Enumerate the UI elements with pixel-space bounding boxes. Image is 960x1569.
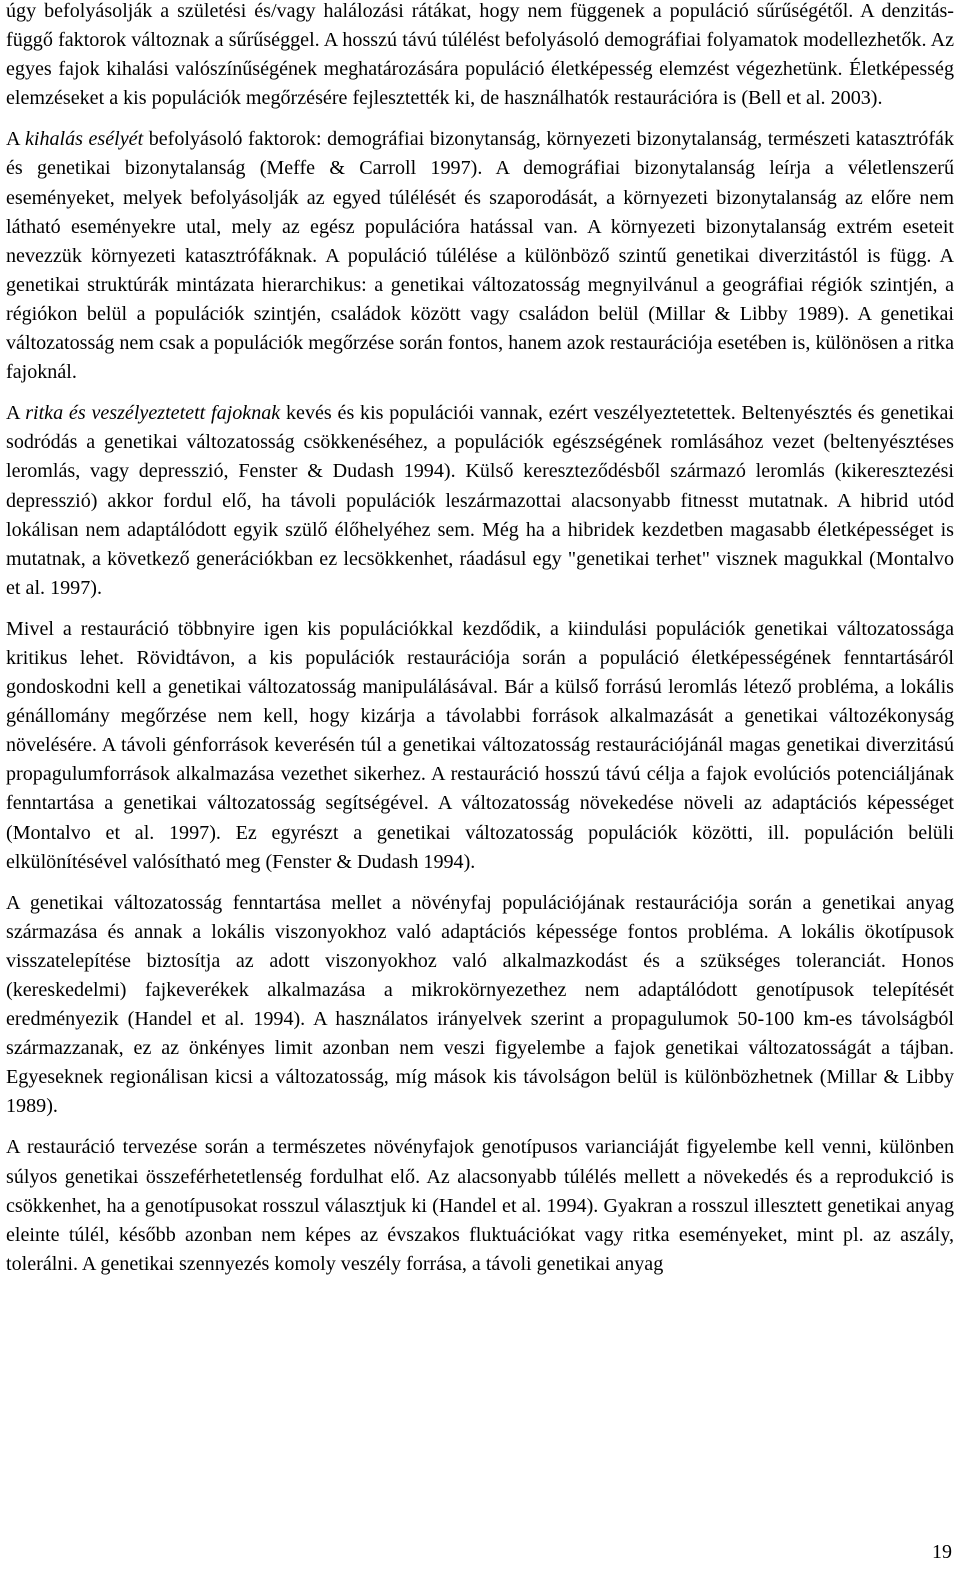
paragraph-6 bbox=[6, 1133, 954, 1278]
paragraph-1 bbox=[6, 0, 954, 113]
paragraph-6-text: A restauráció tervezése során a természetes növényfajok genotípusos varianciáját figyelembe kell venni, különben súlyos genetikai összeférhetetlenség fordulhat elő. Az alacsonyabb túlélés mellett a növekedés és a reprodukció is csökkenhet, ha a genotípusokat rosszul választjuk ki (Handel et al. 1994). Gyakran a rosszul illesztett genetikai anyag eleinte túlél, később azonban nem képes az évszakos fluktuációkat vagy ritka eseményeket, mint pl. az aszály, tolerálni. A genetikai szennyezés komoly veszély forrása, a távoli genetikai anyag bbox=[6, 1136, 954, 1275]
paragraph-2-text-b: befolyásoló faktorok: demográfiai bizonytanság, környezeti bizonytalanság, természeti katasztrófák és genetikai bizonytalanság (Meffe & Carroll 1997). A demográfiai bizonytalanság leírja a véletlenszerű eseményeket, melyek befolyásolják az egyed túlélését és szaporodását, a környezeti bizonytalanság az előre nem látható eseményekre utal, mely az egész populációra hatással van. A környezeti bizonytalanság extrém eseteit nevezzük környezeti katasztrófáknak. A populáció túlélése a különböző szintű genetikai diverzitástól is függ. A genetikai struktúrák mintázata hierarchikus: a genetikai változatosság megnyilvánul a geográfiai régiók szintjén, a régiókon belül a populációk szintjén, családok között vagy családon belül (Millar & Libby 1989). A genetikai változatosság nem csak a populációk megőrzése során fontos, hanem azok restaurációja esetében is, különösen a ritka fajoknál. bbox=[6, 128, 954, 384]
paragraph-2-text-a: A bbox=[6, 128, 25, 151]
paragraph-2 bbox=[6, 125, 954, 387]
paragraph-5 bbox=[6, 889, 954, 1122]
page-number: 19 bbox=[932, 1541, 952, 1563]
paragraph-3-italic-term: ritka és veszélyeztetett fajoknak bbox=[25, 402, 281, 425]
paragraph-5-text: A genetikai változatosság fenntartása mellet a növényfaj populációjának restaurációja során a genetikai anyag származása és annak a lokális viszonyokhoz való adaptációs képessége fontos probléma. A lokális ökotípusok visszatelepítése biztosítja az adott viszonyokhoz való alkalmazkodást és a szükséges toleranciát. Honos (kereskedelmi) fajkeverékek alkalmazása a mikrokörnyezethez nem adaptálódott genotípusok telepítését eredményezik (Handel et al. 1994). A használatos irányelvek szerint a propagulumok 50-100 km-es távolságból származzanak, ez az önkényes limit azonban nem veszi figyelembe a fajok genetikai változatosságát a tájban. Egyeseknek regionálisan kicsi a változatosság, míg mások kis távolságon belül is különbözhetnek (Millar & Libby 1989). bbox=[6, 891, 954, 1118]
paragraph-1-text: úgy befolyásolják a születési és/vagy halálozási rátákat, hogy nem függenek a populáció sűrűségétől. A denzitás-függő faktorok változnak a sűrűséggel. A hosszú távú túlélést befolyásoló demográfiai folyamatok modellezhetők. Az egyes fajok kihalási valószínűségének meghatározására populáció életképesség elemzést végezhetünk. Életképesség elemzéseket a kis populációk megőrzésére fejlesztették ki, de használhatók restaurációra is (Bell et al. 2003). bbox=[6, 0, 954, 110]
paragraph-3-text-a: A bbox=[6, 402, 26, 425]
paragraph-4-text: Mivel a restauráció többnyire igen kis populációkkal kezdődik, a kiindulási populációk genetikai változatossága kritikus lehet. Rövidtávon, a kis populációk restaurációja során a populáció életképességének fenntartásáról gondoskodni kell a genetikai változatosság manipulálásával. Bár a külső forrású leromlás létező probléma, a lokális génállomány megőrzése nem kell, hogy kizárja a távolabbi források alkalmazását a genetikai változékonyság növelésére. A távoli génforrások keverésén túl a genetikai változatosság restaurációjánál magas genetikai diverzitású propagulumforrások alkalmazása vezethet sikerhez. A restauráció hosszú távú célja a fajok evolúciós potenciáljának fenntartása a genetikai változatosság segítségével. A változatosság növekedése növeli az adaptációs képességet (Montalvo et al. 1997). Ez egyrészt a genetikai változatosság populációk közötti, ill. populáción belüli elkülönítésével valósítható meg (Fenster & Dudash 1994). bbox=[6, 617, 954, 873]
paragraph-4 bbox=[6, 615, 954, 877]
paragraph-3 bbox=[6, 399, 954, 603]
paragraph-3-text-b: kevés és kis populációi vannak, ezért veszélyeztetettek. Beltenyésztés és genetikai sodródás a genetikai változatosság csökkenéséhez, a populációk egészségének romlásához vezet (beltenyésztéses leromlás, vagy depresszió, Fenster & Dudash 1994). Külső kereszteződésből származó leromlás (kikeresztezési depresszió) akkor fordul elő, ha távoli populációk leszármazottai alacsonyabb fitnesst mutatnak. A hibrid utód lokálisan nem adaptálódott egyik szülő élőhelyéhez sem. Még ha a hibridek kezdetben magasabb életképességet is mutatnak, a következő generációkban ez lecsökkenhet, ráadásul egy "genetikai terhet" visznek magukkal (Montalvo et al. 1997). bbox=[6, 402, 954, 599]
document-page bbox=[6, 0, 954, 1291]
paragraph-2-italic-term: kihalás esélyét bbox=[24, 128, 144, 151]
